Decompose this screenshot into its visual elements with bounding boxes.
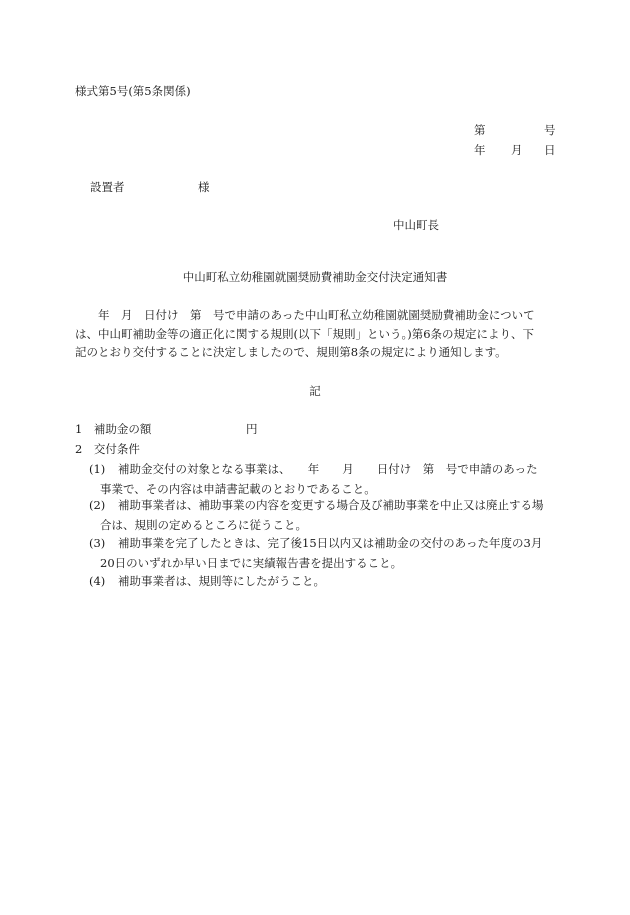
- document-number-suffix: 号: [544, 123, 556, 137]
- issuer: 中山町長: [393, 218, 439, 232]
- body-paragraph: [75, 306, 560, 362]
- item-subsidy-amount-unit: 円: [246, 422, 258, 436]
- condition-text: 補助事業を完了したときは、完了後15日以内又は補助金の交付のあった年度の3月: [118, 536, 543, 550]
- condition-text-cont: 事業で、その内容は申請書記載のとおりであること。: [100, 482, 376, 496]
- condition-text: 補助金交付の対象となる事業は、 年 月 日付け 第 号で申請のあった: [118, 462, 538, 476]
- item-subsidy-amount-label: 1 補助金の額: [75, 422, 152, 436]
- document-number-prefix: 第: [474, 123, 486, 137]
- condition-number: (3): [89, 536, 106, 550]
- date-year: 年: [474, 143, 486, 157]
- recipient-honorific: 様: [198, 180, 210, 194]
- document-title: 中山町私立幼稚園就園奨励費補助金交付決定通知書: [182, 270, 448, 284]
- item-subsidy-amount: [75, 422, 258, 436]
- body-line: 記のとおり交付することに決定しましたので、規則第8条の規定により通知します。: [75, 345, 507, 359]
- body-line: は、中山町補助金等の適正化に関する規則(以下「規則」という。)第6条の規定により、下: [75, 326, 535, 341]
- form-label: 様式第5号(第5条関係): [75, 84, 191, 98]
- condition-text: 補助事業者は、補助事業の内容を変更する場合及び補助事業を中止又は廃止する場: [118, 498, 544, 512]
- recipient-label: 設置者: [90, 180, 125, 194]
- body-line: 年 月 日付け 第 号で申請のあった中山町私立幼稚園就園奨励費補助金について: [75, 308, 535, 322]
- condition-text-cont: 20日のいずれか早い日までに実績報告書を提出すること。: [100, 556, 403, 570]
- condition-text-cont: 合は、規則の定めるところに従うこと。: [100, 518, 307, 532]
- condition-number: (2): [89, 498, 106, 512]
- condition-text: 補助事業者は、規則等にしたがうこと。: [118, 574, 325, 588]
- condition-number: (4): [89, 574, 106, 588]
- date-month: 月: [511, 143, 523, 157]
- recipient: [90, 180, 210, 194]
- condition-number: (1): [89, 462, 106, 476]
- ki-heading: 記: [309, 384, 321, 398]
- item-conditions-heading: 2 交付条件: [75, 442, 140, 456]
- date-day: 日: [544, 143, 556, 157]
